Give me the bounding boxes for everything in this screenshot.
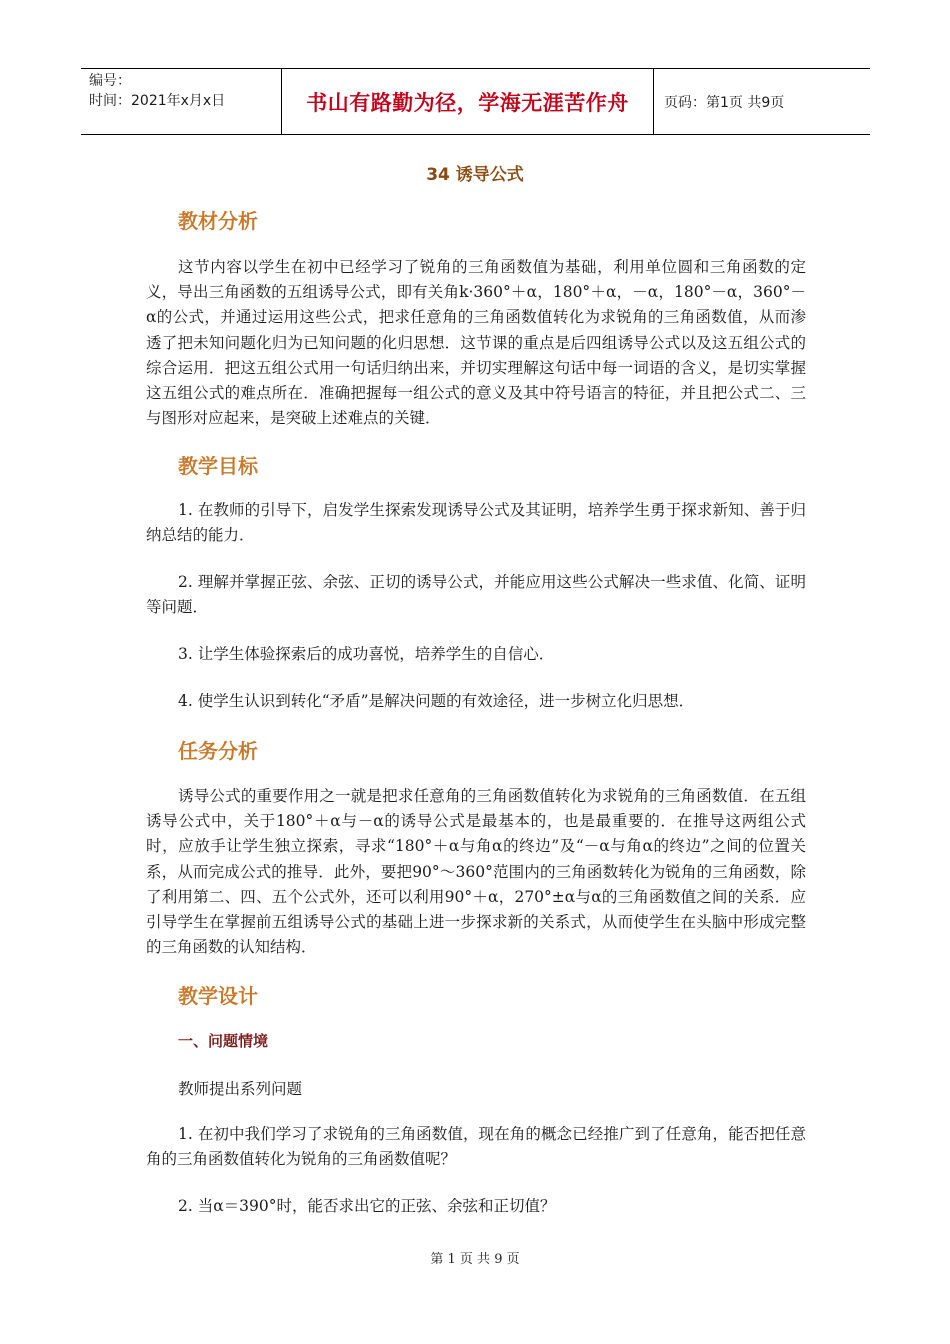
- page-header: [81, 68, 870, 135]
- design-question: 1. 在初中我们学习了求锐角的三角函数值，现在角的概念已经推广到了任意角，能否把任意角的三角函数值转化为锐角的三角函数值呢？: [146, 1125, 806, 1169]
- section-heading-design: 教学设计: [178, 984, 258, 1008]
- goal-item: 1. 在教师的引导下，启发学生探索发现诱导公式及其证明，培养学生勇于探求新知、善于归纳总结的能力．: [146, 501, 806, 545]
- design-subheading: 一、问题情境: [178, 1032, 269, 1050]
- header-meta: [81, 69, 282, 134]
- header-motto: 书山有路勤为径，学海无涯苦作舟: [282, 69, 654, 134]
- tasks-paragraph: 诱导公式的重要作用之一就是把求任意角的三角函数值转化为求锐角的三角函数值．在五组诱导公式中，关于180°＋α与－α的诱导公式是最基本的，也是最重要的．在推导这两组公式时，应放手让学生独立探索，寻求“180°＋α与角α的终边”及“－α与角α的终边”之间的位置关系，从而完成公式的推导．此外，要把90°～360°范围内的三角函数转化为锐角的三角函数，除了利用第二、四、五个公式外，还可以利用90°＋α，270°±α与α的三角函数值之间的关系．应引导学生在掌握前五组诱导公式的基础上进一步探求新的关系式，从而使学生在头脑中形成完整的三角函数的认知结构．: [146, 787, 806, 957]
- analysis-paragraph: 这节内容以学生在初中已经学习了锐角的三角函数值为基础，利用单位圆和三角函数的定义，导出三角函数的五组诱导公式，即有关角k·360°＋α，180°＋α，－α，180°－α，360°－α的公式，并通过运用这些公式，把求任意角的三角函数值转化为求锐角的三角函数值，从而渗透了把未知问题化归为已知问题的化归思想．这节课的重点是后四组诱导公式以及这五组公式的综合运用．把这五组公式用一句话归纳出来，并切实理解这句话中每一词语的含义，是切实掌握这五组公式的难点所在．准确把握每一组公式的意义及其中符号语言的特征，并且把公式二、三与图形对应起来，是突破上述难点的关键．: [146, 258, 806, 428]
- section-heading-goals: 教学目标: [178, 454, 258, 478]
- header-page-info: 页码：第1页 共9页: [664, 94, 785, 111]
- document-title: 34 诱导公式: [426, 165, 524, 185]
- number-label: 编号：: [89, 73, 131, 89]
- goal-item: 4. 使学生认识到转化“矛盾”是解决问题的有效途径，进一步树立化归思想．: [178, 692, 695, 710]
- date-label: 时间：2021年x月x日: [89, 93, 226, 109]
- page-footer: 第 1 页 共 9 页: [430, 1252, 520, 1267]
- section-heading-analysis: 教材分析: [178, 209, 258, 233]
- goal-item: 2. 理解并掌握正弦、余弦、正切的诱导公式，并能应用这些公式解决一些求值、化简、证明等问题．: [146, 573, 806, 617]
- goal-item: 3. 让学生体验探索后的成功喜悦，培养学生的自信心．: [178, 645, 555, 663]
- section-heading-tasks: 任务分析: [178, 739, 258, 763]
- design-question: 2. 当α＝390°时，能否求出它的正弦、余弦和正切值？: [178, 1197, 556, 1215]
- design-intro: 教师提出系列问题: [178, 1080, 303, 1098]
